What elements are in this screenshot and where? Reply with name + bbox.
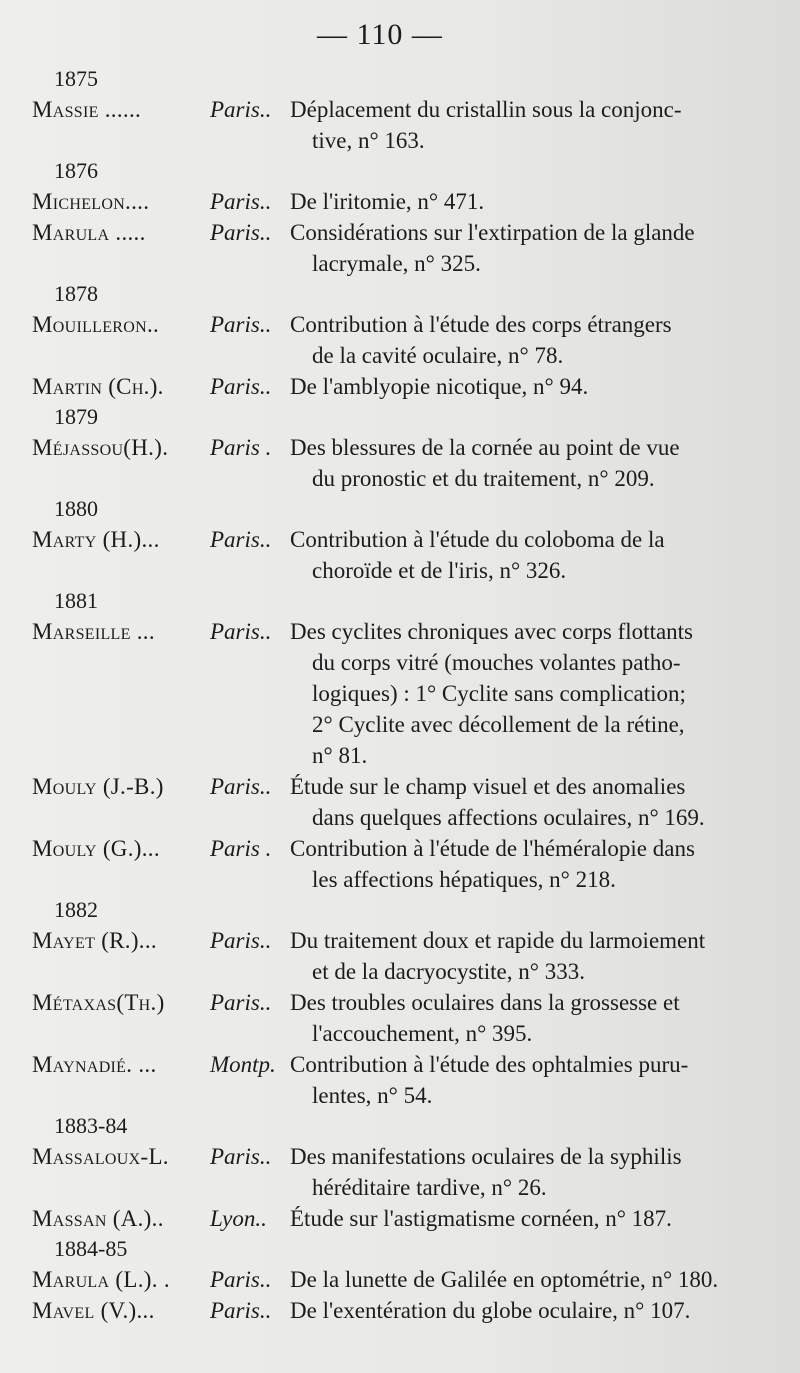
thesis-title [290,1141,755,1203]
thesis-title [290,371,755,402]
thesis-entry [0,1049,800,1111]
year-heading: 1883-84 [54,1113,128,1138]
city-name: Paris . [210,435,272,460]
thesis-title [290,524,755,586]
title-line: n° 81. [312,743,368,768]
title-line: lacrymale, n° 325. [312,251,481,276]
city-name: Paris.. [210,312,272,337]
title-line: De l'exentération du globe oculaire, n° 107. [290,1298,691,1323]
title-line: Considérations sur l'extirpation de la glande [290,220,695,245]
author-name: Massan (A.).. [32,1206,164,1231]
author-name: Mouilleron.. [32,312,160,337]
title-line: De la lunette de Galilée en optométrie, n° 180. [290,1267,719,1292]
title-line: de la cavité oculaire, n° 78. [312,343,564,368]
author-name: Martin (Ch.). [32,374,164,399]
year-heading: 1879 [54,404,98,429]
author-name: Massie ...... [32,97,142,122]
title-line: du pronostic et du traitement, n° 209. [312,466,655,491]
title-line: lentes, n° 54. [312,1083,433,1108]
city-name: Paris.. [210,928,272,953]
thesis-title [290,833,755,895]
thesis-entry [0,1264,800,1295]
thesis-entry [0,1141,800,1203]
city-name: Paris.. [210,527,272,552]
author-name: Mayet (R.)... [32,928,157,953]
title-line: dans quelques affections oculaires, n° 169. [312,805,705,830]
year-heading: 1881 [54,588,98,613]
title-line: et de la dacryocystite, n° 333. [312,959,585,984]
thesis-entry [0,771,800,833]
author-name: Méjassou(H.). [32,435,169,460]
thesis-title [290,987,755,1049]
title-line: Contribution à l'étude des ophtalmies puru- [290,1052,689,1077]
thesis-entry [0,186,800,217]
thesis-title [290,1049,755,1111]
title-line: logiques) : 1° Cyclite sans complication; [312,681,686,706]
thesis-entry [0,94,800,156]
title-line: Déplacement du cristallin sous la conjonc- [290,97,682,122]
title-line: Contribution à l'étude des corps étrangers [290,312,672,337]
thesis-title [290,1203,755,1234]
title-line: Étude sur le champ visuel et des anomalies [290,774,686,799]
author-name: Marty (H.)... [32,527,160,552]
city-name: Paris.. [210,189,272,214]
city-name: Paris.. [210,220,272,245]
year-heading: 1876 [54,158,98,183]
author-name: Mouly (J.-B.) [32,774,164,799]
thesis-title [290,616,755,771]
author-name: Marula (L.). . [32,1267,170,1292]
title-line: Étude sur l'astigmatisme cornéen, n° 187. [290,1206,672,1231]
thesis-title [290,217,755,279]
title-line: héréditaire tardive, n° 26. [312,1175,547,1200]
author-name: Maynadié. ... [32,1052,157,1077]
city-name: Paris . [210,836,272,861]
city-name: Paris.. [210,1144,272,1169]
city-name: Paris.. [210,1267,272,1292]
title-line: De l'iritomie, n° 471. [290,189,485,214]
thesis-entry [0,616,800,771]
thesis-entry [0,833,800,895]
page-number: — 110 — [317,18,443,51]
thesis-title [290,94,755,156]
title-line: du corps vitré (mouches volantes patho- [312,650,681,675]
city-name: Paris.. [210,774,272,799]
title-line: Des cyclites chroniques avec corps flottants [290,619,694,644]
year-heading: 1882 [54,897,98,922]
title-line: choroïde et de l'iris, n° 326. [312,558,567,583]
thesis-entry [0,1295,800,1326]
year-heading: 1878 [54,281,98,306]
author-name: Métaxas(Th.) [32,990,165,1015]
thesis-entry [0,524,800,586]
title-line: Du traitement doux et rapide du larmoiement [290,928,706,953]
author-name: Marseille ... [32,619,155,644]
thesis-title [290,1264,755,1295]
thesis-entry [0,1203,800,1234]
thesis-title [290,186,755,217]
title-line: Contribution à l'étude de l'héméralopie dans [290,836,695,861]
year-heading: 1880 [54,496,98,521]
city-name: Paris.. [210,374,272,399]
thesis-entry [0,987,800,1049]
title-line: Des manifestations oculaires de la syphilis [290,1144,682,1169]
city-name: Montp. [210,1052,276,1077]
city-name: Lyon.. [210,1206,267,1231]
thesis-title [290,771,755,833]
thesis-entry [0,217,800,279]
title-line: tive, n° 163. [312,128,425,153]
thesis-list [0,64,800,1326]
title-line: De l'amblyopie nicotique, n° 94. [290,374,589,399]
title-line: 2° Cyclite avec décollement de la rétine, [312,712,685,737]
thesis-title [290,1295,755,1326]
thesis-title [290,309,755,371]
author-name: Massaloux-L. [32,1144,169,1169]
thesis-entry [0,309,800,371]
thesis-entry [0,432,800,494]
thesis-entry [0,925,800,987]
title-line: les affections hépatiques, n° 218. [312,867,616,892]
title-line: Des blessures de la cornée au point de vue [290,435,680,460]
author-name: Marula ..... [32,220,146,245]
thesis-title [290,925,755,987]
author-name: Mouly (G.)... [32,836,160,861]
title-line: Des troubles oculaires dans la grossesse et [290,990,680,1015]
title-line: Contribution à l'étude du coloboma de la [290,527,665,552]
author-name: Mavel (V.)... [32,1298,155,1323]
city-name: Paris.. [210,990,272,1015]
year-heading: 1884-85 [54,1236,128,1261]
thesis-entry [0,371,800,402]
author-name: Michelon.... [32,189,150,214]
city-name: Paris.. [210,1298,272,1323]
city-name: Paris.. [210,97,272,122]
year-heading: 1875 [54,66,98,91]
title-line: l'accouchement, n° 395. [312,1021,533,1046]
thesis-title [290,432,755,494]
city-name: Paris.. [210,619,272,644]
